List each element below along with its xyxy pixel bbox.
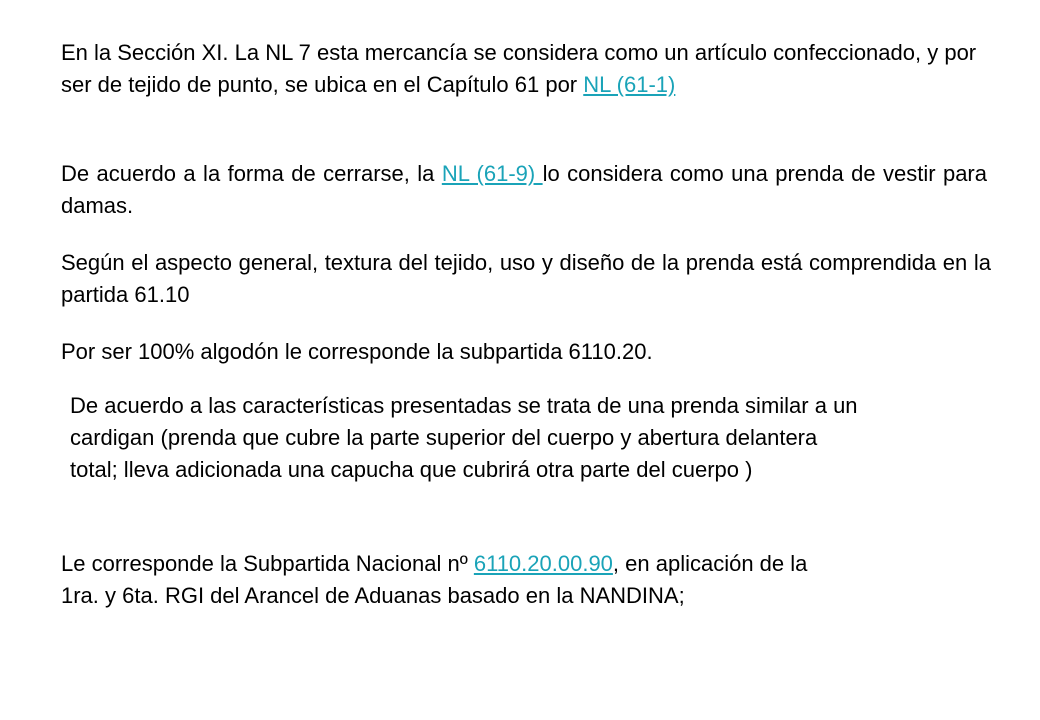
paragraph-subpartida-nacional <box>61 548 991 612</box>
paragraph-forma-cerrarse-text-after: lo considera como una prenda de vestir para damas. <box>61 161 987 218</box>
paragraph-subpartida-text: Por ser 100% algodón le corresponde la subpartida 6110.20. <box>61 339 653 364</box>
paragraph-aspecto-general <box>61 247 991 311</box>
nl-61-9-link[interactable]: NL (61-9) <box>441 161 543 186</box>
paragraph-forma-cerrarse <box>61 158 987 222</box>
paragraph-caracteristicas <box>70 390 1030 486</box>
subpartida-6110-20-00-90-link[interactable]: 6110.20.00.90 <box>473 551 613 576</box>
paragraph-caracteristicas-line-3: total; lleva adicionada una capucha que cubrirá otra parte del cuerpo ) <box>70 457 753 482</box>
paragraph-caracteristicas-line-1: De acuerdo a las características presentadas se trata de una prenda similar a un <box>70 393 858 418</box>
paragraph-subpartida-nacional-text-after: , en aplicación de la <box>612 551 808 576</box>
paragraph-seccion-xi-text: En la Sección XI. La NL 7 esta mercancía se considera como un artículo confeccionado, y por ser de tejido de punto, se ubica en el Capítulo 61 por <box>61 40 977 97</box>
nl-61-1-link[interactable]: NL (61-1) <box>583 72 676 97</box>
paragraph-aspecto-general-text: Según el aspecto general, textura del tejido, uso y diseño de la prenda está comprendida en la partida 61.10 <box>61 250 991 307</box>
paragraph-subpartida-nacional-text-before: Le corresponde la Subpartida Nacional nº <box>61 551 474 576</box>
paragraph-subpartida <box>61 336 991 368</box>
paragraph-subpartida-nacional-line-2: 1ra. y 6ta. RGI del Arancel de Aduanas basado en la NANDINA; <box>61 583 685 608</box>
paragraph-caracteristicas-line-2: cardigan (prenda que cubre la parte superior del cuerpo y abertura delantera <box>70 425 818 450</box>
paragraph-seccion-xi <box>61 37 991 101</box>
paragraph-forma-cerrarse-text-before: De acuerdo a la forma de cerrarse, la <box>61 161 442 186</box>
